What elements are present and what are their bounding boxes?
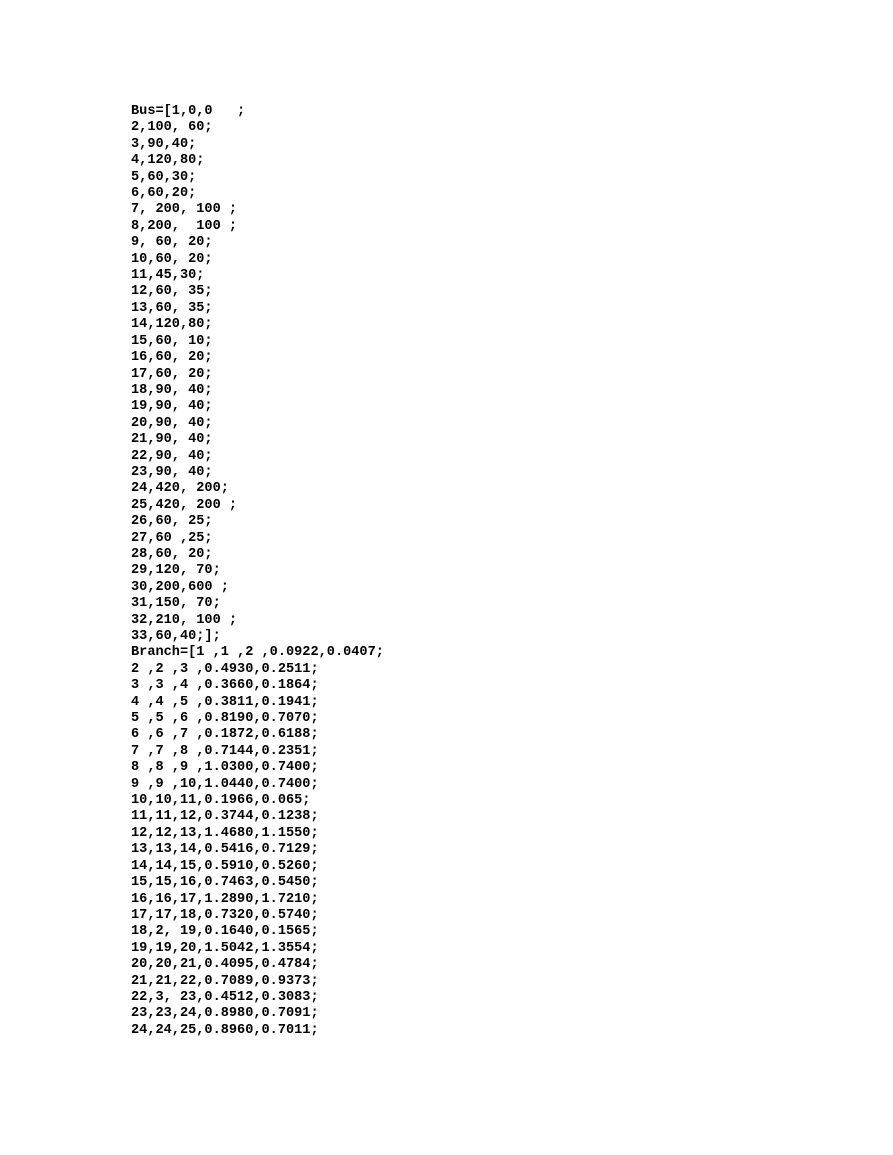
code-line: 12,60, 35; <box>131 284 213 300</box>
code-line: 18,90, 40; <box>131 382 213 398</box>
code-line: 27,60 ,25; <box>131 530 213 546</box>
code-line: 3,90,40; <box>131 136 197 152</box>
code-line: 21,90, 40; <box>131 432 213 448</box>
code-line: 22,3, 23,0.4512,0.3083; <box>131 989 319 1005</box>
code-line: 7, 200, 100 ; <box>131 202 238 218</box>
code-line: 6,60,20; <box>131 186 197 202</box>
code-line: 7 ,7 ,8 ,0.7144,0.2351; <box>131 743 319 759</box>
code-line: 17,60, 20; <box>131 366 213 382</box>
code-line: 2 ,2 ,3 ,0.4930,0.2511; <box>131 661 319 677</box>
code-line: 32,210, 100 ; <box>131 612 238 628</box>
code-line: 15,60, 10; <box>131 333 213 349</box>
code-line: 29,120, 70; <box>131 563 221 579</box>
code-line: 5 ,5 ,6 ,0.8190,0.7070; <box>131 711 319 727</box>
code-line: 6 ,6 ,7 ,0.1872,0.6188; <box>131 727 319 743</box>
code-line: 13,60, 35; <box>131 300 213 316</box>
code-line: 21,21,22,0.7089,0.9373; <box>131 973 319 989</box>
code-line: 14,120,80; <box>131 317 213 333</box>
code-line: Branch=[1 ,1 ,2 ,0.0922,0.0407; <box>131 645 384 661</box>
code-line: 16,60, 20; <box>131 350 213 366</box>
code-line: 13,13,14,0.5416,0.7129; <box>131 842 319 858</box>
code-line: 20,90, 40; <box>131 415 213 431</box>
code-line: 24,420, 200; <box>131 481 229 497</box>
code-line: 33,60,40;]; <box>131 629 221 644</box>
code-line: 4,120,80; <box>131 153 205 169</box>
code-line: 11,45,30; <box>131 268 205 284</box>
code-line: 9 ,9 ,10,1.0440,0.7400; <box>131 776 319 792</box>
code-line: 19,19,20,1.5042,1.3554; <box>131 940 319 956</box>
code-line: Bus=[1,0,0 ; <box>131 104 246 119</box>
code-line: 26,60, 25; <box>131 514 213 530</box>
code-line: 16,16,17,1.2890,1.7210; <box>131 891 319 907</box>
code-line: 4 ,4 ,5 ,0.3811,0.1941; <box>131 694 319 710</box>
code-line: 3 ,3 ,4 ,0.3660,0.1864; <box>131 678 319 694</box>
code-line: 17,17,18,0.7320,0.5740; <box>131 907 319 923</box>
code-line: 2,100, 60; <box>131 120 213 136</box>
code-line: 25,420, 200 ; <box>131 497 238 513</box>
code-line: 12,12,13,1.4680,1.1550; <box>131 825 319 841</box>
code-line: 18,2, 19,0.1640,0.1565; <box>131 924 319 940</box>
code-line: 5,60,30; <box>131 169 197 185</box>
code-line: 14,14,15,0.5910,0.5260; <box>131 858 319 874</box>
code-line: 20,20,21,0.4095,0.4784; <box>131 957 319 973</box>
code-line: 9, 60, 20; <box>131 235 213 251</box>
code-listing <box>131 104 384 1039</box>
code-line: 24,24,25,0.8960,0.7011; <box>131 1022 319 1038</box>
code-line: 22,90, 40; <box>131 448 213 464</box>
code-line: 10,10,11,0.1966,0.065; <box>131 793 311 809</box>
code-line: 23,90, 40; <box>131 464 213 480</box>
code-line: 10,60, 20; <box>131 251 213 267</box>
code-line: 8,200, 100 ; <box>131 218 238 234</box>
code-line: 11,11,12,0.3744,0.1238; <box>131 809 319 825</box>
code-line: 28,60, 20; <box>131 546 213 562</box>
code-line: 8 ,8 ,9 ,1.0300,0.7400; <box>131 760 319 776</box>
code-line: 30,200,600 ; <box>131 579 229 595</box>
code-line: 23,23,24,0.8980,0.7091; <box>131 1006 319 1022</box>
code-line: 19,90, 40; <box>131 399 213 415</box>
code-line: 15,15,16,0.7463,0.5450; <box>131 875 319 891</box>
code-line: 31,150, 70; <box>131 596 221 612</box>
